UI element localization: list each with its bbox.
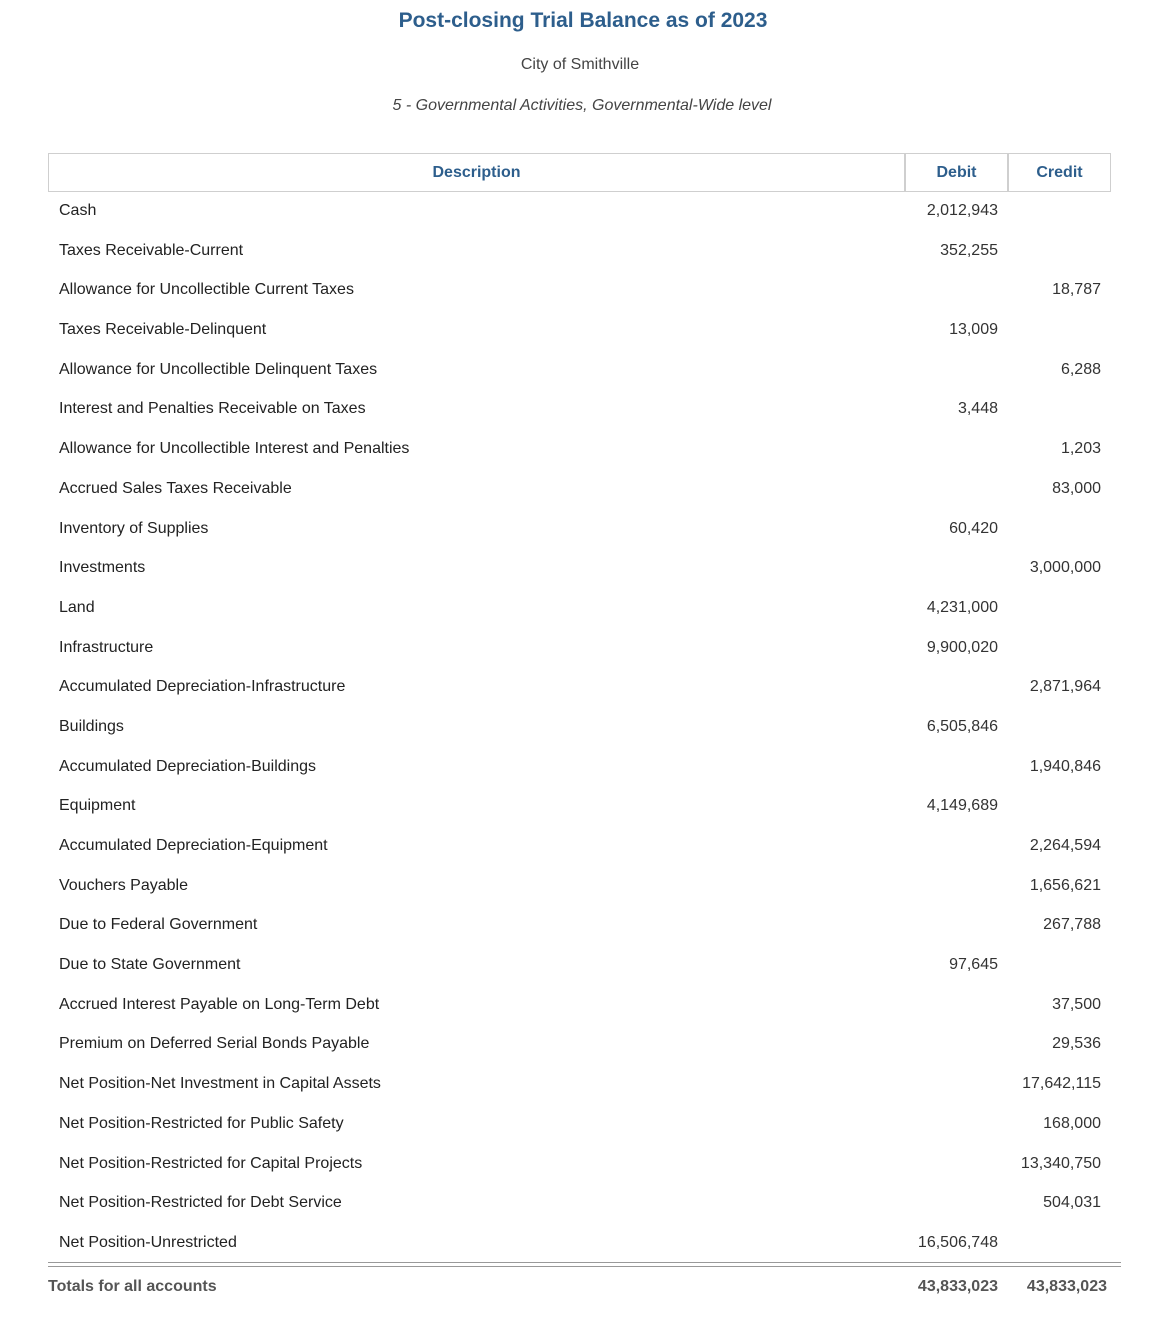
account-description: Net Position-Net Investment in Capital Assets	[59, 1075, 381, 1093]
table-row	[48, 548, 1121, 588]
debit-amount: 2,012,943	[926, 202, 998, 219]
credit-amount: 13,340,750	[1020, 1154, 1101, 1172]
account-description: Cash	[59, 202, 97, 219]
credit-amount: 83,000	[1052, 479, 1101, 497]
table-row	[48, 1144, 1121, 1184]
report-title: Post-closing Trial Balance as of 2023	[398, 9, 768, 32]
account-description: Allowance for Uncollectible Interest and Penalties	[59, 440, 410, 458]
table-row	[48, 588, 1121, 628]
table-row	[48, 191, 1121, 231]
debit-amount: 60,420	[949, 519, 998, 537]
totals-credit: 43,833,023	[1026, 1278, 1107, 1295]
table-body	[48, 191, 1121, 1263]
table-row	[48, 1024, 1121, 1064]
debit-amount: 97,645	[949, 956, 998, 974]
totals-divider-top	[48, 1262, 1121, 1263]
credit-amount: 2,264,594	[1029, 837, 1101, 854]
credit-amount: 29,536	[1052, 1035, 1101, 1053]
table-row	[48, 945, 1121, 985]
credit-amount: 267,788	[1043, 916, 1101, 934]
table-row	[48, 1064, 1121, 1104]
table-row	[48, 389, 1121, 429]
credit-amount: 1,656,621	[1029, 876, 1101, 894]
table-row	[48, 1183, 1121, 1223]
account-description: Taxes Receivable-Current	[59, 241, 244, 259]
account-description: Interest and Penalties Receivable on Taxes	[59, 400, 366, 418]
column-header-debit[interactable]: Debit	[905, 153, 1008, 192]
account-description: Net Position-Unrestricted	[59, 1233, 237, 1251]
totals-debit: 43,833,023	[917, 1278, 998, 1295]
account-description: Net Position-Restricted for Public Safety	[59, 1114, 344, 1132]
table-row	[48, 628, 1121, 668]
account-description: Premium on Deferred Serial Bonds Payable	[59, 1035, 370, 1053]
account-description: Equipment	[59, 797, 136, 815]
credit-amount: 168,000	[1043, 1114, 1101, 1132]
table-row	[48, 707, 1121, 747]
credit-amount: 3,000,000	[1029, 559, 1101, 577]
table-row	[48, 231, 1121, 271]
entity-name: City of Smithville	[520, 56, 640, 73]
credit-amount: 37,500	[1052, 995, 1101, 1013]
table-row	[48, 270, 1121, 310]
totals-label: Totals for all accounts	[48, 1278, 217, 1295]
credit-amount: 17,642,115	[1022, 1075, 1101, 1093]
credit-amount: 504,031	[1043, 1194, 1101, 1212]
account-description: Inventory of Supplies	[59, 519, 209, 537]
account-description: Infrastructure	[59, 638, 154, 656]
debit-amount: 16,506,748	[917, 1233, 998, 1251]
credit-amount: 6,288	[1060, 360, 1101, 378]
column-header-description[interactable]: Description	[48, 153, 905, 192]
account-description: Allowance for Uncollectible Delinquent Taxes	[59, 360, 378, 378]
table-row	[48, 905, 1121, 945]
table-row	[48, 786, 1121, 826]
account-description: Land	[59, 598, 95, 616]
account-description: Due to State Government	[59, 956, 241, 974]
table-row	[48, 509, 1121, 549]
account-description: Accrued Sales Taxes Receivable	[59, 479, 292, 497]
account-description: Due to Federal Government	[59, 916, 258, 934]
account-description: Vouchers Payable	[59, 876, 188, 894]
credit-amount: 1,940,846	[1029, 757, 1101, 775]
account-description: Allowance for Uncollectible Current Taxes	[59, 281, 354, 299]
table-row	[48, 310, 1121, 350]
credit-amount: 2,871,964	[1029, 678, 1101, 696]
debit-amount: 9,900,020	[926, 638, 998, 656]
account-description: Accrued Interest Payable on Long-Term Debt	[59, 995, 380, 1013]
debit-amount: 13,009	[949, 321, 998, 339]
account-description: Accumulated Depreciation-Buildings	[59, 757, 317, 775]
debit-amount: 4,231,000	[926, 598, 998, 616]
account-description: Accumulated Depreciation-Infrastructure	[59, 678, 346, 696]
account-description: Net Position-Restricted for Capital Projects	[59, 1154, 363, 1172]
table-row	[48, 1104, 1121, 1144]
debit-amount: 352,255	[940, 241, 998, 259]
table-row	[48, 747, 1121, 787]
credit-amount: 1,203	[1060, 440, 1101, 458]
column-header-credit[interactable]: Credit	[1008, 153, 1111, 192]
table-row	[48, 985, 1121, 1025]
totals-row	[48, 1278, 1121, 1298]
table-header	[48, 153, 1111, 192]
table-row	[48, 1223, 1121, 1263]
totals-divider-bottom	[48, 1266, 1121, 1267]
table-row	[48, 429, 1121, 469]
credit-amount: 18,787	[1052, 281, 1101, 299]
account-description: Accumulated Depreciation-Equipment	[59, 837, 328, 854]
table-row	[48, 350, 1121, 390]
account-description: Buildings	[59, 717, 124, 735]
table-row	[48, 469, 1121, 509]
account-description: Investments	[59, 559, 146, 577]
debit-amount: 3,448	[957, 400, 998, 418]
debit-amount: 4,149,689	[926, 797, 998, 815]
table-row	[48, 866, 1121, 906]
table-row	[48, 667, 1121, 707]
reporting-level: 5 - Governmental Activities, Governmental-Wide level	[392, 97, 772, 114]
table-row	[48, 826, 1121, 866]
account-description: Net Position-Restricted for Debt Service	[59, 1194, 342, 1212]
debit-amount: 6,505,846	[926, 717, 998, 735]
account-description: Taxes Receivable-Delinquent	[59, 321, 267, 339]
